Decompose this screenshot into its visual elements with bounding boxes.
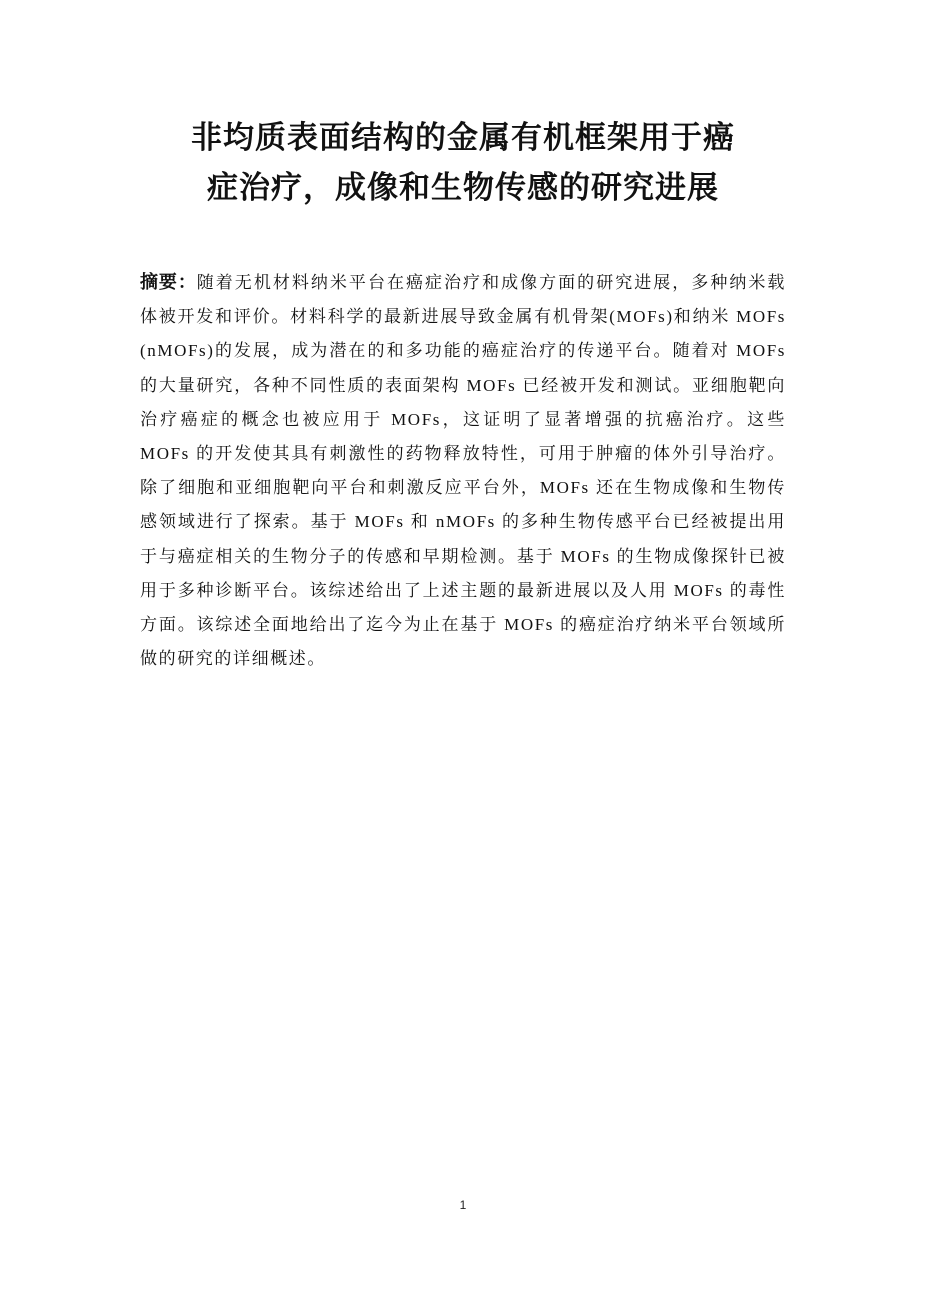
abstract-label: 摘要: [140, 272, 178, 293]
page-number: 1: [459, 1198, 467, 1212]
title-line-1: 非均质表面结构的金属有机框架用于癌: [191, 120, 735, 156]
title-line-2: 症治疗，成像和生物传感的研究进展: [207, 170, 719, 206]
abstract-text: 随着无机材料纳米平台在癌症治疗和成像方面的研究进展，多种纳米载体被开发和评价。材料科学的最新进展导致金属有机骨架(MOFs)和纳米 MOFs (nMOFs)的发展，成为潜在的和多功能的癌症治疗的传递平台。随着对 MOFs 的大量研究，各种不同性质的表面架构 MOFs 已经被开发和测试。亚细胞靶向治疗癌症的概念也被应用于 MOFs，这证明了显著增强的抗癌治疗。这些 MOFs 的开发使其具有刺激性的药物释放特性，可用于肿瘤的体外引导治疗。除了细胞和亚细胞靶向平台和刺激反应平台外，MOFs 还在生物成像和生物传感领域进行了探索。基于 MOFs 和 nMOFs 的多种生物传感平台已经被提出用于与癌症相关的生物分子的传感和早期检测。基于 MOFs 的生物成像探针已被用于多种诊断平台。该综述给出了上述主题的最新进展以及人用 MOFs 的毒性方面。该综述全面地给出了迄今为止在基于 MOFs 的癌症治疗纳米平台领域所做的研究的详细概述。: [140, 273, 786, 669]
abstract-paragraph: [140, 266, 786, 676]
abstract-colon: ：: [177, 272, 197, 293]
